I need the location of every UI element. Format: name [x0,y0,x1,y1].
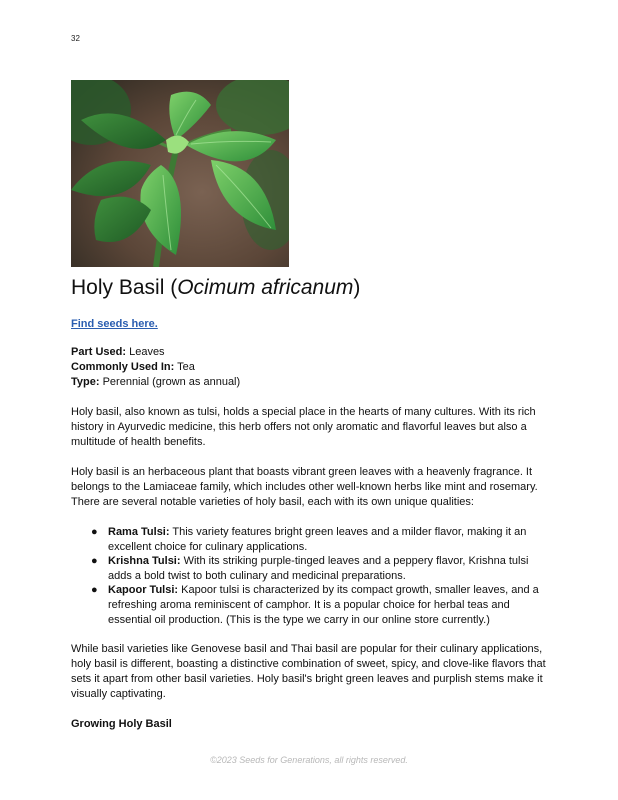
fact-part-used [71,345,549,360]
fact-label: Type: [71,376,100,388]
fact-label: Part Used: [71,346,127,358]
find-seeds-link[interactable]: Find seeds here. [71,318,158,330]
variety-text: This variety features bright green leaves and a milder flavor, making it an excellent choice for culinary applications. [108,526,527,553]
bullet-icon: ● [91,526,98,538]
description-paragraph: Holy basil is an herbaceous plant that boasts vibrant green leaves with a heavenly fragrance. It belongs to the Lamiaceae family, which includes other well-known herbs like mint and rosemary. There are several notable varieties of holy basil, each with its own unique qualities: [71,466,538,508]
section-heading: Growing Holy Basil [71,718,172,731]
comparison-paragraph: While basil varieties like Genovese basil and Thai basil are popular for their culinary applications, holy basil is different, boasting a distinctive combination of sweet, spicy, and clove-like flavors that sets it apart from other basil varieties. Holy basil's bright green leaves and purplish stems make it visually captivating. [71,643,546,701]
variety-name: Krishna Tulsi: [108,555,181,568]
fact-value: Tea [174,361,195,373]
bullet-icon: ● [91,555,98,568]
fact-commonly-used-in [71,360,549,375]
list-item [91,525,549,554]
bullet-icon: ● [91,584,98,597]
main-content [71,274,549,732]
page-number: 32 [71,34,80,43]
page-title [71,274,549,302]
variety-text: With its striking purple-tinged leaves and a peppery flavor, Krishna tulsi adds a bold twist to both culinary and medicinal preparations. [108,555,529,582]
title-close-paren: ) [353,276,361,299]
list-item [91,583,549,627]
holy-basil-photo [71,80,289,267]
plant-facts [71,345,549,390]
copyright-footer: ©2023 Seeds for Generations, all rights reserved. [210,755,408,765]
fact-value: Leaves [126,346,165,358]
holy-basil-illustration [71,80,289,267]
fact-value: Perennial (grown as annual) [99,376,241,388]
variety-name: Rama Tulsi: [108,526,170,538]
variety-text: Kapoor tulsi is characterized by its compact growth, smaller leaves, and a refreshing aroma reminiscent of camphor. It is a popular choice for herbal teas and essential oil production. (This is the type we carry in our online store currently.) [108,584,539,626]
varieties-list [71,525,549,627]
list-item [91,554,549,583]
title-common-name: Holy Basil ( [71,276,178,299]
intro-paragraph: Holy basil, also known as tulsi, holds a special place in the hearts of many cultures. With its rich history in Ayurvedic medicine, this herb offers not only aromatic and flavorful leaves but also a multitude of health benefits. [71,406,536,448]
fact-label: Commonly Used In: [71,361,175,373]
title-scientific-name: Ocimum africanum [177,276,354,299]
variety-name: Kapoor Tulsi: [108,584,179,597]
fact-type [71,375,549,390]
